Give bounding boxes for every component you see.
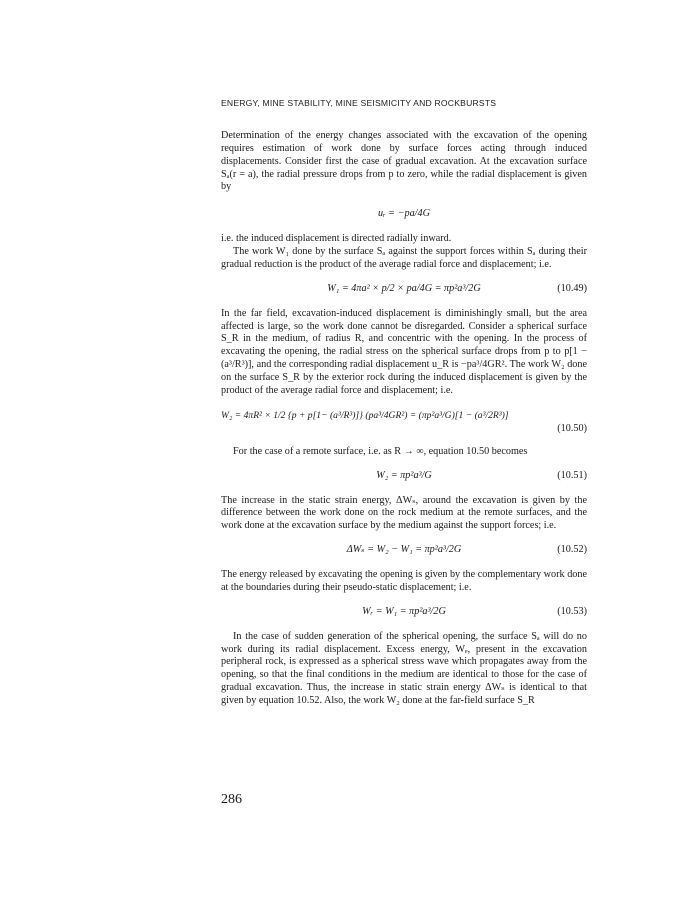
equation-10-49-math: W₁ = 4πa² × p/2 × pa/4G = πp²a³/2G [327,282,481,294]
paragraph-5: For the case of a remote surface, i.e. as R → ∞, equation 10.50 becomes [233,445,528,457]
paragraph-4: In the far field, excavation-induced displacement is diminishingly small, but the area affected is large, so the work done cannot be disregarded. Consider a spherical surface S_R in the medium, of radius R, and concentric with the opening. In the process of excavating the opening, the radial stress on the spherical surface drops from p to p[1 − (a³/R³)], and the corresponding radial displacement u_R is −pa³/4GR². The work W₂ done on the surface S_R by the exterior rock during the induced displacement is given by the product of the average radial force and displacement; i.e. [221,307,587,396]
equation-10-53-number: (10.53) [557,605,587,617]
equation-10-51-number: (10.51) [557,469,587,481]
paragraph-8: In the case of sudden generation of the spherical opening, the surface Sₐ will do no work during its radial displacement. Excess energy, Wₑ, present in the excavation peripheral rock, is expressed as a spherical stress wave which propagates away from the opening, so that the final conditions in the medium are identical to those for the case of gradual excavation. Thus, the increase in static strain energy ΔWₛ is identical to that given by equation 10.52. Also, the work W₂ done at the far-field surface S_R [221,630,587,706]
equation-10-50-number: (10.50) [557,422,587,434]
equation-10-49 [221,283,587,296]
running-header: ENERGY, MINE STABILITY, MINE SEISMICITY AND ROCKBURSTS [221,98,497,108]
paragraph-6: The increase in the static strain energy, ΔWₛ, around the excavation is given by the difference between the work done on the rock medium at the remote surfaces, and the work done at the excavation surface by the medium against the support forces; i.e. [221,494,587,532]
page-number: 286 [221,792,242,807]
equation-10-50-math: W₂ = 4πR² × 1/2 {p + p[1− (a³/R³)]} (pa³/4GR²) = (πp²a³/G)[1 − (a³/2R³)] [221,409,509,421]
page-body [221,130,587,708]
paragraph-1: Determination of the energy changes associated with the excavation of the opening requires estimation of work done by surface forces acting through induced displacements. Consider first the case of gradual excavation. At the excavation surface Sₐ(r = a), the radial pressure drops from p to zero, while the radial displacement is given by [221,130,587,193]
equation-10-51-math: W₂ = πp²a³/G [376,469,432,481]
equation-ur [221,208,587,221]
equation-10-50 [221,410,587,423]
equation-10-52 [221,544,587,557]
paragraph-3: The work W₁ done by the surface Sₐ against the support forces within Sₐ during their gradual reduction is the product of the average radial force and displacement; i.e. [221,246,587,270]
equation-10-53-math: Wᵣ = W₁ = πp²a³/2G [362,605,446,617]
paragraph-2: i.e. the induced displacement is directed radially inward. [221,233,452,245]
equation-10-52-number: (10.52) [557,544,587,556]
paragraph-7: The energy released by excavating the opening is given by the complementary work done at the boundaries during their pseudo-static displacement; i.e. [221,569,587,593]
equation-10-53 [221,606,587,619]
equation-10-49-number: (10.49) [557,282,587,294]
equation-ur-math: uᵣ = −pa/4G [378,208,430,220]
equation-10-51 [221,470,587,483]
equation-10-52-math: ΔWₛ = W₂ − W₁ = πp²a³/2G [346,544,462,556]
